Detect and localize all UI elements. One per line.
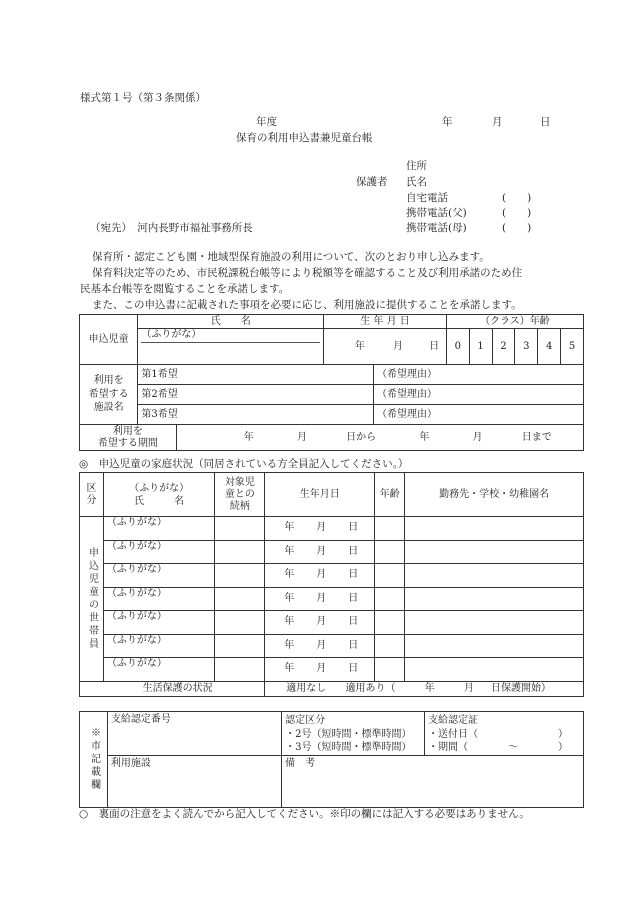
grade-option-0[interactable]: 0 xyxy=(446,329,469,365)
member-birth[interactable] xyxy=(265,634,375,658)
home-phone-paren: ( ) xyxy=(502,192,532,204)
member-relation[interactable] xyxy=(215,517,265,541)
form-number: 様式第１号（第３条関係） xyxy=(80,92,206,104)
member-birth[interactable] xyxy=(265,658,375,682)
member-furigana: （ふりがな） xyxy=(106,540,167,552)
applicant-birth-year[interactable] xyxy=(324,329,374,365)
member-name[interactable] xyxy=(103,658,215,682)
grade-option-4[interactable]: 4 xyxy=(538,329,561,365)
col-relation-3: 続柄 xyxy=(229,500,250,512)
guardian-address-label: 住所 xyxy=(406,160,427,172)
member-day: 日 xyxy=(348,522,359,534)
period-label-line1: 利用を xyxy=(112,425,143,437)
member-year: 年 xyxy=(284,663,295,675)
birth-month-unit: 月 xyxy=(393,340,403,352)
col-relation-2: 童との xyxy=(224,488,255,500)
member-name[interactable] xyxy=(103,517,215,541)
date-year-label: 年 xyxy=(442,116,453,128)
cert-period: ・期間（ ～ ） xyxy=(428,742,569,753)
welfare-year: 年 xyxy=(424,682,435,694)
member-month: 月 xyxy=(316,616,327,628)
member-relation[interactable] xyxy=(215,540,265,564)
col-work: 勤務先・学校・幼稚園名 xyxy=(405,473,584,517)
statement-line-2b: 民基本台帳等を閲覧することを承諾します。 xyxy=(80,283,290,295)
member-relation[interactable] xyxy=(215,611,265,635)
member-name[interactable] xyxy=(103,564,215,588)
member-relation[interactable] xyxy=(215,587,265,611)
applicant-row-label: 申込児童 xyxy=(80,315,138,365)
member-year: 年 xyxy=(284,639,295,651)
member-month: 月 xyxy=(316,569,327,581)
mobile-father-paren: ( ) xyxy=(502,207,532,219)
member-month: 月 xyxy=(316,663,327,675)
city-section-table xyxy=(79,711,584,808)
member-furigana: （ふりがな） xyxy=(106,517,167,528)
cert-option-3: ・3号（短時間・標準時間） xyxy=(285,742,412,753)
member-work[interactable] xyxy=(405,517,584,541)
member-work[interactable] xyxy=(405,564,584,588)
remarks xyxy=(282,755,584,807)
member-birth[interactable] xyxy=(265,587,375,611)
period-label-line2: 希望する期間 xyxy=(97,437,158,449)
member-age[interactable] xyxy=(375,564,405,588)
choice-1-reason[interactable] xyxy=(374,365,584,385)
member-name[interactable] xyxy=(103,587,215,611)
guardian-label: 保護者 xyxy=(356,176,388,188)
applicant-birth-month[interactable] xyxy=(374,329,409,365)
member-name[interactable] xyxy=(103,540,215,564)
member-name[interactable] xyxy=(103,611,215,635)
member-birth[interactable] xyxy=(265,564,375,588)
period-from-year: 年 xyxy=(243,431,254,443)
period-to-day: 日まで xyxy=(521,431,552,443)
household-side-label-text: 申込児童の世帯員 xyxy=(86,546,98,651)
col-name-2: 氏 名 xyxy=(134,495,185,507)
member-birth[interactable] xyxy=(265,517,375,541)
member-month: 月 xyxy=(316,522,327,534)
household-caption: ◎ 申込児童の家庭状況（同居されている方全員記入してください。） xyxy=(79,458,409,470)
member-month: 月 xyxy=(316,639,327,651)
member-furigana: （ふりがな） xyxy=(106,634,167,646)
payment-cert-no xyxy=(107,712,281,756)
statement-line-2a: 保育料決定等のため、市民税課税台帳等により税額等を確認すること及び利用承諾のため住 xyxy=(92,267,523,279)
member-furigana: （ふりがな） xyxy=(106,564,167,575)
birth-year-unit: 年 xyxy=(354,340,365,352)
choice-1-reason-label: （希望理由） xyxy=(377,368,438,380)
member-furigana: （ふりがな） xyxy=(106,611,167,622)
member-age[interactable] xyxy=(375,540,405,564)
city-side-label xyxy=(80,712,108,808)
date-month-label: 月 xyxy=(492,116,503,128)
applicant-furigana: （ふりがな） xyxy=(141,329,320,343)
delivery-date: ・送付日（ ） xyxy=(428,728,569,740)
member-age[interactable] xyxy=(375,611,405,635)
household-side-label xyxy=(80,517,104,682)
choice-3-reason-label: （希望理由） xyxy=(377,408,438,420)
city-side-label-text: ※市記載欄 xyxy=(88,726,100,792)
birth-header: 生 年 月 日 xyxy=(324,315,447,329)
applicant-table xyxy=(79,314,584,451)
member-relation[interactable] xyxy=(215,658,265,682)
grade-option-5[interactable]: 5 xyxy=(561,329,584,365)
fiscal-year-label: 年度 xyxy=(256,116,277,128)
member-work[interactable] xyxy=(405,540,584,564)
col-category xyxy=(80,473,104,517)
col-category-2: 分 xyxy=(86,494,97,506)
member-furigana: （ふりがな） xyxy=(106,587,167,599)
choice-2-reason[interactable] xyxy=(374,385,584,405)
period-label xyxy=(80,425,177,451)
choice-2[interactable] xyxy=(138,385,374,405)
period-from-month: 月 xyxy=(296,431,307,443)
member-birth[interactable] xyxy=(265,611,375,635)
member-age[interactable] xyxy=(375,517,405,541)
choice-3-reason[interactable] xyxy=(374,405,584,425)
grade-option-2[interactable]: 2 xyxy=(492,329,515,365)
member-relation[interactable] xyxy=(215,564,265,588)
birth-day-unit: 日 xyxy=(429,340,440,352)
cert-category-label: 認定区分 xyxy=(285,715,326,726)
col-category-1: 区 xyxy=(86,482,97,494)
member-birth[interactable] xyxy=(265,540,375,564)
col-birth: 生年月日 xyxy=(265,473,375,517)
member-day: 日 xyxy=(348,616,359,628)
home-phone-label: 自宅電話 xyxy=(406,192,448,204)
choice-1[interactable] xyxy=(138,365,374,385)
welfare-applied[interactable]: 適用あり（ xyxy=(345,682,396,694)
payment-cert xyxy=(425,712,584,756)
period-field[interactable] xyxy=(176,425,583,451)
col-relation xyxy=(215,473,265,517)
guardian-name-label: 氏名 xyxy=(406,176,427,188)
mobile-mother-paren: ( ) xyxy=(502,222,532,234)
col-relation-1: 対象児 xyxy=(224,476,255,488)
choice-2-reason-label: （希望理由） xyxy=(377,388,438,400)
member-work[interactable] xyxy=(405,658,584,682)
welfare-start: 日保護開始） xyxy=(491,682,552,694)
welfare-status[interactable] xyxy=(265,681,584,696)
col-age: 年齢 xyxy=(375,473,405,517)
member-work[interactable] xyxy=(405,611,584,635)
member-day: 日 xyxy=(348,592,359,604)
date-day-label: 日 xyxy=(540,116,551,128)
mobile-father-label: 携帯電話(父) xyxy=(406,207,467,219)
household-table xyxy=(79,472,584,697)
member-day: 日 xyxy=(348,569,359,581)
choice-2-label: 第2希望 xyxy=(141,388,178,400)
member-year: 年 xyxy=(284,522,295,534)
choice-1-label: 第1希望 xyxy=(141,368,178,380)
grade-header: （クラス）年齢 xyxy=(446,315,583,329)
member-day: 日 xyxy=(348,545,359,557)
mobile-mother-label: 携帯電話(母) xyxy=(406,222,467,234)
payment-cert-no-label: 支給認定番号 xyxy=(110,714,171,725)
facility-label-line3: 施設名 xyxy=(93,402,124,414)
period-to-month: 月 xyxy=(472,431,483,443)
member-age[interactable] xyxy=(375,634,405,658)
name-header: 氏 名 xyxy=(138,315,324,329)
facility-label xyxy=(80,365,138,425)
statement-line-3: また、この申込書に記載された事項を必要に応じ、利用施設に提供することを承諾します。 xyxy=(92,299,522,311)
period-to-year: 年 xyxy=(419,431,430,443)
member-year: 年 xyxy=(284,592,295,604)
member-age[interactable] xyxy=(375,658,405,682)
remarks-label: 備 考 xyxy=(285,757,316,769)
col-name-1: （ふりがな） xyxy=(129,482,190,494)
footer-note: ○ 裏面の注意をよく読んでから記入してください。※印の欄には記入する必要はありません。 xyxy=(79,808,530,820)
applicant-birth-day[interactable] xyxy=(408,329,446,365)
welfare-month: 月 xyxy=(463,682,474,694)
member-work[interactable] xyxy=(405,587,584,611)
statement-line-1: 保育所・認定こども園・地域型保育施設の利用について、次のとおり申し込みます。 xyxy=(92,251,490,263)
member-year: 年 xyxy=(284,616,295,628)
member-day: 日 xyxy=(348,663,359,675)
member-month: 月 xyxy=(316,545,327,557)
member-relation[interactable] xyxy=(215,634,265,658)
member-name[interactable] xyxy=(103,634,215,658)
member-furigana: （ふりがな） xyxy=(106,658,167,669)
cert-category xyxy=(282,712,425,756)
member-month: 月 xyxy=(316,592,327,604)
period-from-day: 日から xyxy=(346,431,377,443)
member-year: 年 xyxy=(284,569,295,581)
welfare-none[interactable]: 適用なし xyxy=(286,682,327,694)
member-age[interactable] xyxy=(375,587,405,611)
grade-option-1[interactable]: 1 xyxy=(469,329,492,365)
cert-option-2: ・2号（短時間・標準時間） xyxy=(285,728,412,740)
addressee: （宛先） 河内長野市福祉事務所長 xyxy=(90,222,253,234)
member-work[interactable] xyxy=(405,634,584,658)
facility-label-line2: 希望する xyxy=(88,388,129,400)
welfare-label: 生活保護の状況 xyxy=(80,681,265,696)
facility-label-line1: 利用を xyxy=(93,375,124,387)
facility-used xyxy=(107,755,281,807)
choice-3[interactable] xyxy=(138,405,374,425)
applicant-name-field[interactable] xyxy=(138,329,324,365)
page-title: 保育の利用申込書兼児童台帳 xyxy=(236,132,373,144)
grade-option-3[interactable]: 3 xyxy=(515,329,538,365)
member-day: 日 xyxy=(348,639,359,651)
member-year: 年 xyxy=(284,545,295,557)
payment-cert-label: 支給認定証 xyxy=(428,715,479,726)
choice-3-label: 第3希望 xyxy=(141,408,178,420)
facility-used-label: 利用施設 xyxy=(110,757,151,769)
col-name xyxy=(103,473,215,517)
